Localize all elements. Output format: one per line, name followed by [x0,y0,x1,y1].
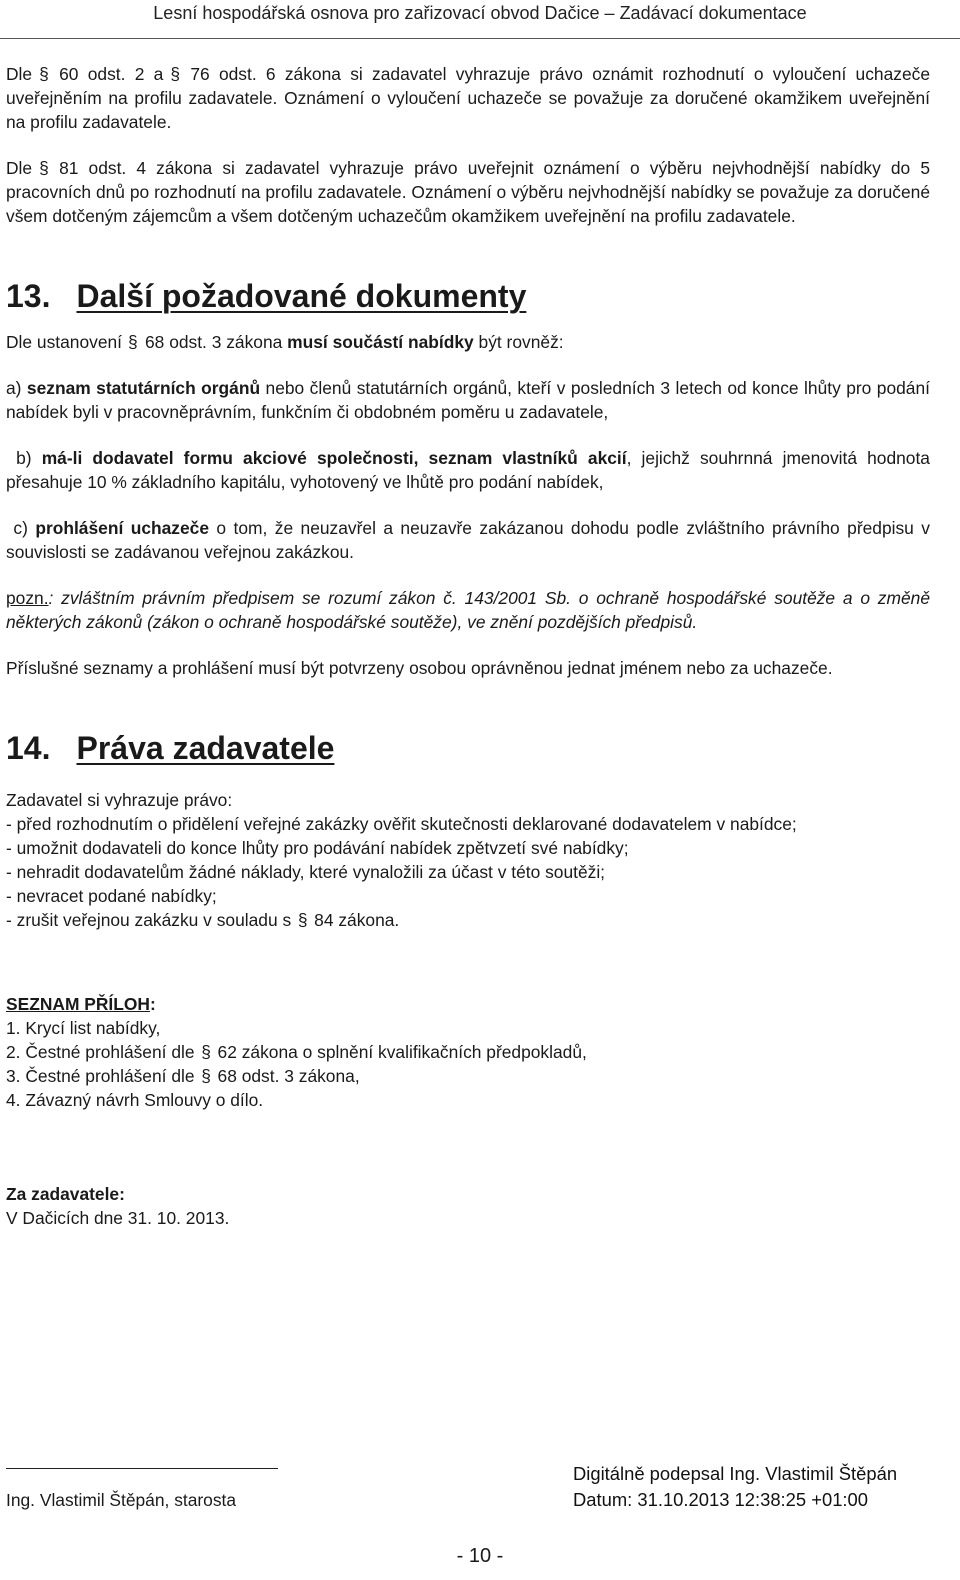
attachment-item [6,1040,930,1064]
closing-paragraph: Příslušné seznamy a prohlášení musí být potvrzeny osobou oprávněnou jednat jménem nebo za uchazeče. [6,658,833,678]
requirement-item-c [6,516,930,564]
text-fragment: 68 odst. 3 zákona [145,332,283,352]
digital-signature-date: Datum: 31.10.2013 12:38:25 +01:00 [573,1489,868,1510]
text-fragment: 76 odst. 6 zákona si zadavatel vyhrazuje právo oznámit rozhodnutí o vyloučení uchazeče uveřejněním na profilu zadavatele. Oznámení o vyloučení uchazeče se považuje za doručené okamžikem uveřejnění na profilu zadavatele. [6,64,930,132]
attachment-item: 1. Krycí list nabídky, [6,1018,161,1038]
document-body [6,62,930,1230]
text-fragment: Dle ustanovení [6,332,123,352]
digital-signature-signer: Digitálně podepsal Ing. Vlastimil Štěpán [573,1463,898,1484]
attachment-item [6,1064,930,1088]
section-title: Další požadované dokumenty [76,278,527,314]
section-sign-icon: § [201,1042,211,1062]
text-fragment: 60 odst. 2 a [59,64,164,84]
requirement-item-b [6,446,930,494]
signatory-name: Ing. Vlastimil Štěpán, starosta [6,1490,237,1510]
item-prefix: c) [13,518,28,538]
text-fragment: Dle [6,64,33,84]
attachments-heading-text: SEZNAM PŘÍLOH [6,994,150,1014]
section-13-heading [6,276,930,316]
page-number: - 10 - [456,1545,504,1567]
paragraph-exclusion-notice [6,62,930,134]
header-rule [0,38,960,39]
rights-item: - nevracet podané nabídky; [6,886,217,906]
text-fragment-bold: má-li dodavatel formu akciové společnosti, seznam vlastníků akcií [41,448,627,468]
signature-line [6,1468,278,1469]
place-date: V Dačicích dne 31. 10. 2013. [6,1208,230,1228]
document-header: Lesní hospodářská osnova pro zařizovací obvod Dačice – Zadávací dokumentace [153,3,807,23]
section-title: Práva zadavatele [76,730,335,766]
text-fragment: Dle [6,158,33,178]
text-fragment: o tom, že neuzavřel a neuzavře zakázanou dohodu podle zvláštního právního předpisu v souvislosti se zadávanou veřejnou zakázkou. [6,518,930,562]
text-fragment: 2. Čestné prohlášení dle [6,1042,195,1062]
rights-item [6,908,930,932]
section-number: 14. [6,730,51,766]
section-sign-icon: § [128,332,138,352]
note-text: : zvláštním právním předpisem se rozumí zákon č. 143/2001 Sb. o ochraně hospodářské soutěže a o změně některých zákonů (zákon o ochraně hospodářské soutěže), ve znění pozdějších předpisů. [6,588,930,632]
item-prefix: a) [6,378,22,398]
text-fragment: 81 odst. 4 zákona si zadavatel vyhrazuje právo uveřejnit oznámení o výběru nejvhodnější nabídky do 5 pracovních dnů po rozhodnutí na profilu zadavatele. Oznámení o výběru nejvhodnější nabídky se považuje za doručené všem dotčeným zájemcům a všem dotčeným uchazečům okamžikem uveřejnění na profilu zadavatele. [6,158,930,226]
item-prefix: b) [16,448,32,468]
text-fragment-bold: musí součástí nabídky [287,332,474,352]
text-fragment: 68 odst. 3 zákona, [217,1066,360,1086]
section-14-heading [6,728,930,768]
section-13-intro [6,330,930,354]
text-fragment-bold: seznam statutárních orgánů [26,378,261,398]
section-sign-icon: § [39,64,49,84]
section-sign-icon: § [39,158,49,178]
section-number: 13. [6,278,51,314]
text-fragment: - zrušit veřejnou zakázku v souladu s [6,910,292,930]
section-14-intro: Zadavatel si vyhrazuje právo: [6,790,233,810]
section-sign-icon: § [201,1066,211,1086]
text-fragment: 84 zákona. [314,910,400,930]
attachment-item: 4. Závazný návrh Smlouvy o dílo. [6,1090,264,1110]
digital-signature-block [573,1461,897,1513]
section-sign-icon: § [170,64,180,84]
rights-item: - umožnit dodavateli do konce lhůty pro podávání nabídek zpětvzetí své nabídky; [6,838,629,858]
signatory-label: Za zadavatele: [6,1184,125,1204]
text-fragment: 3. Čestné prohlášení dle [6,1066,195,1086]
note-label: pozn. [6,588,49,608]
legal-note [6,586,930,634]
text-fragment: , jejichž souhrnná jmenovitá hodnota přesahuje 10 % základního kapitálu, vyhotovený ve lhůtě pro podání nabídek, [6,448,930,492]
requirement-item-a [6,376,930,424]
text-fragment: nebo členů statutárních orgánů, kteří v posledních 3 letech od konce lhůty pro podání nabídek byli v pracovněprávním, funkčním či obdobném poměru u zadavatele, [6,378,930,422]
paragraph-selection-notice [6,156,930,228]
text-fragment: 62 zákona o splnění kvalifikačních předpokladů, [217,1042,587,1062]
rights-item: - nehradit dodavatelům žádné náklady, které vynaložili za účast v této soutěži; [6,862,606,882]
text-fragment: : [149,994,156,1014]
rights-item: - před rozhodnutím o přidělení veřejné zakázky ověřit skutečnosti deklarované dodavatelem v nabídce; [6,814,797,834]
text-fragment-bold: prohlášení uchazeče [35,518,209,538]
attachments-heading [6,992,930,1016]
section-sign-icon: § [297,910,308,930]
text-fragment: být rovněž: [478,332,564,352]
